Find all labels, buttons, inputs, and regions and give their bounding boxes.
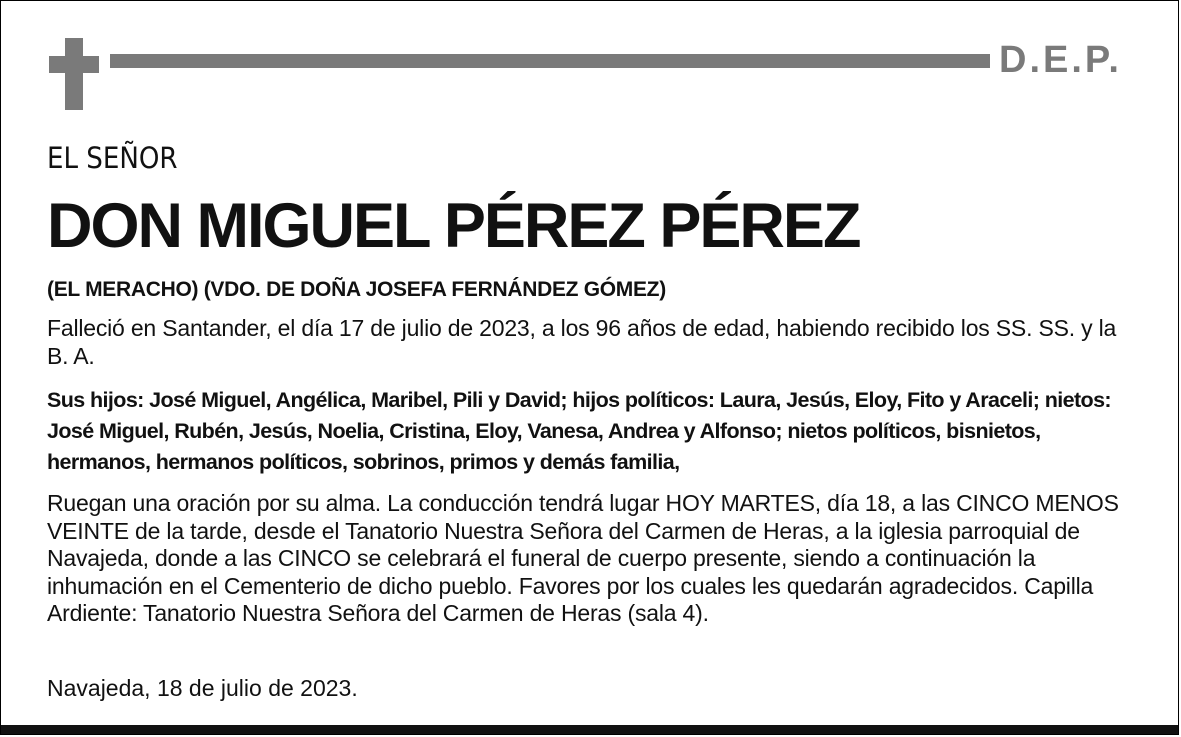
cross-icon	[49, 38, 99, 110]
title-prefix: EL SEÑOR	[47, 141, 178, 175]
dep-label: D.E.P.	[999, 39, 1122, 81]
place-date: Navajeda, 18 de julio de 2023.	[47, 675, 358, 701]
family-paragraph: Sus hijos: José Miguel, Angélica, Maribel, Pili y David; hijos políticos: Laura, Jesús, Eloy, Fito y Araceli; nietos: José Miguel, Rubén, Jesús, Noelia, Cristina, Eloy, Vanesa, Andrea y Alfonso; nietos políticos, bisnietos, hermanos, hermanos políticos, sobrinos, primos y demás familia,	[47, 388, 1111, 474]
deceased-subtitle: (EL MERACHO) (VDO. DE DOÑA JOSEFA FERNÁNDEZ GÓMEZ)	[47, 278, 666, 301]
death-notice-paragraph: Falleció en Santander, el día 17 de julio de 2023, a los 96 años de edad, habiendo recibido los SS. SS. y la B. A.	[47, 315, 1117, 369]
ceremony-paragraph: Ruegan una oración por su alma. La conducción tendrá lugar HOY MARTES, día 18, a las CINCO MENOS VEINTE de la tarde, desde el Tanatorio Nuestra Señora del Carmen de Heras, a la iglesia parroquial de Navajeda, donde a las CINCO se celebrará el funeral de cuerpo presente, siendo a continuación la inhumación en el Cementerio de dicho pueblo. Favores por los cuales les quedarán agradecidos. Capilla Ardiente: Tanatorio Nuestra Señora del Carmen de Heras (sala 4).	[47, 490, 1119, 627]
header-rule	[110, 54, 990, 68]
deceased-name: DON MIGUEL PÉREZ PÉREZ	[47, 191, 860, 261]
bottom-rule	[1, 725, 1178, 734]
